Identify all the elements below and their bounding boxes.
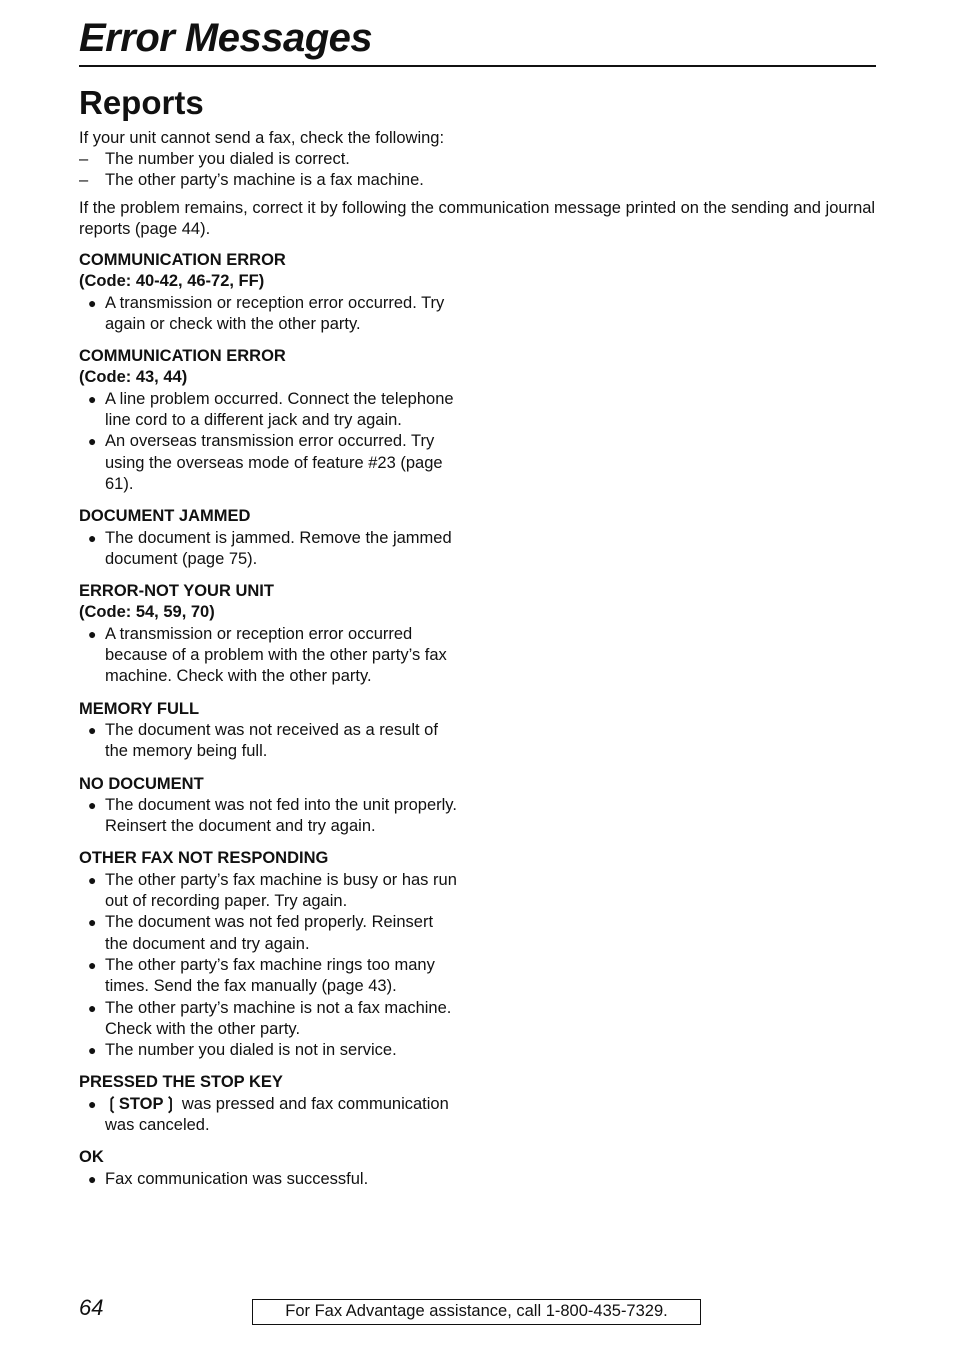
- error-message-list: [79, 250, 459, 1201]
- bullet-icon: ●: [88, 1042, 97, 1059]
- error-title: COMMUNICATION ERROR: [79, 251, 286, 269]
- check-text: The number you dialed is correct.: [105, 150, 350, 169]
- error-title: PRESSED THE STOP KEY: [79, 1073, 283, 1092]
- dash-marker: –: [79, 171, 89, 190]
- error-message: [79, 250, 459, 335]
- error-title: OK: [79, 1148, 104, 1167]
- list-item: [79, 1169, 459, 1190]
- error-message: [79, 1072, 459, 1136]
- list-item: [79, 293, 459, 336]
- list-item: [79, 624, 459, 688]
- bullet-text: The document was not received as a result of the memory being full.: [105, 720, 438, 761]
- error-title: COMMUNICATION ERROR: [79, 347, 286, 366]
- bullet-text: The other party’s fax machine is busy or has run out of recording paper. Try again.: [105, 870, 457, 911]
- bullet-icon: ●: [88, 1095, 97, 1112]
- bullet-icon: ●: [88, 721, 97, 738]
- bullet-text: Fax communication was successful.: [105, 1169, 369, 1188]
- bullet-text: A transmission or reception error occurred. Try again or check with the other party.: [105, 293, 445, 333]
- list-item: [79, 1094, 459, 1137]
- list-item: [79, 998, 459, 1041]
- error-message: [79, 581, 459, 687]
- stop-key-label: ❲STOP❳: [105, 1094, 178, 1113]
- bullet-icon: ●: [88, 956, 97, 973]
- error-message: [79, 848, 459, 1061]
- error-message: [79, 1147, 459, 1190]
- list-item: [79, 528, 459, 571]
- bullet-icon: ●: [88, 529, 97, 546]
- title-divider: [79, 65, 876, 67]
- section-title: Reports: [79, 84, 204, 121]
- error-title: NO DOCUMENT: [79, 774, 204, 793]
- dash-marker: –: [79, 150, 89, 169]
- bullet-text: A line problem occurred. Connect the telephone line cord to a different jack and try again.: [105, 389, 454, 430]
- bullet-text: The document is jammed. Remove the jammed document (page 75).: [105, 528, 452, 568]
- assistance-box: For Fax Advantage assistance, call 1-800-435-7329.: [252, 1299, 701, 1325]
- intro-lead: If your unit cannot send a fax, check the following:: [79, 129, 445, 147]
- bullet-icon: ●: [88, 796, 97, 813]
- error-code: (Code: 43, 44): [79, 368, 188, 387]
- list-item: [79, 389, 459, 432]
- error-message: [79, 699, 459, 763]
- error-title: ERROR-NOT YOUR UNIT: [79, 582, 274, 601]
- list-item: [79, 1040, 459, 1061]
- bullet-icon: ●: [88, 914, 97, 931]
- bullet-text: The other party’s machine is not a fax machine. Check with the other party.: [105, 998, 452, 1038]
- bullet-icon: ●: [88, 390, 97, 407]
- list-item: [79, 795, 459, 838]
- error-title: DOCUMENT JAMMED: [79, 507, 251, 526]
- bullet-text: The document was not fed properly. Reinsert the document and try again.: [105, 913, 434, 953]
- bullet-icon: ●: [88, 433, 97, 450]
- bullet-icon: ●: [88, 294, 97, 311]
- check-text: The other party’s machine is a fax machine.: [105, 171, 424, 190]
- bullet-text: The number you dialed is not in service.: [105, 1041, 397, 1060]
- bullet-text: An overseas transmission error occurred. Try using the overseas mode of feature #23 (page 61).: [105, 432, 443, 493]
- error-title: OTHER FAX NOT RESPONDING: [79, 849, 329, 868]
- bullet-text: A transmission or reception error occurred because of a problem with the other party’s fax machine. Check with the other party.: [105, 624, 447, 686]
- error-code: (Code: 40-42, 46-72, FF): [79, 272, 265, 291]
- list-item: [79, 912, 459, 955]
- bullet-text: The other party’s fax machine rings too many times. Send the fax manually (page 43).: [105, 955, 435, 996]
- error-message: [79, 506, 459, 570]
- intro-followup: If the problem remains, correct it by following the communication message printed on the sending and journal reports (page 44).: [79, 198, 876, 238]
- intro-block: [79, 128, 879, 240]
- error-code: (Code: 54, 59, 70): [79, 603, 215, 622]
- list-item: [79, 870, 459, 913]
- list-item: [79, 955, 459, 998]
- check-item: [79, 149, 879, 170]
- bullet-icon: ●: [88, 999, 97, 1016]
- list-item: [79, 720, 459, 763]
- bullet-icon: ●: [88, 625, 97, 642]
- error-title: MEMORY FULL: [79, 699, 200, 718]
- bullet-text: was pressed and fax communication was canceled.: [105, 1094, 449, 1134]
- list-item: [79, 431, 459, 495]
- error-message: [79, 346, 459, 495]
- bullet-text: The document was not fed into the unit properly. Reinsert the document and try again.: [105, 795, 457, 836]
- page-title: Error Messages: [79, 16, 373, 60]
- bullet-icon: ●: [88, 871, 97, 888]
- check-item: [79, 170, 879, 191]
- page-number: 64: [79, 1295, 104, 1320]
- bullet-icon: ●: [88, 1170, 97, 1187]
- error-message: [79, 774, 459, 838]
